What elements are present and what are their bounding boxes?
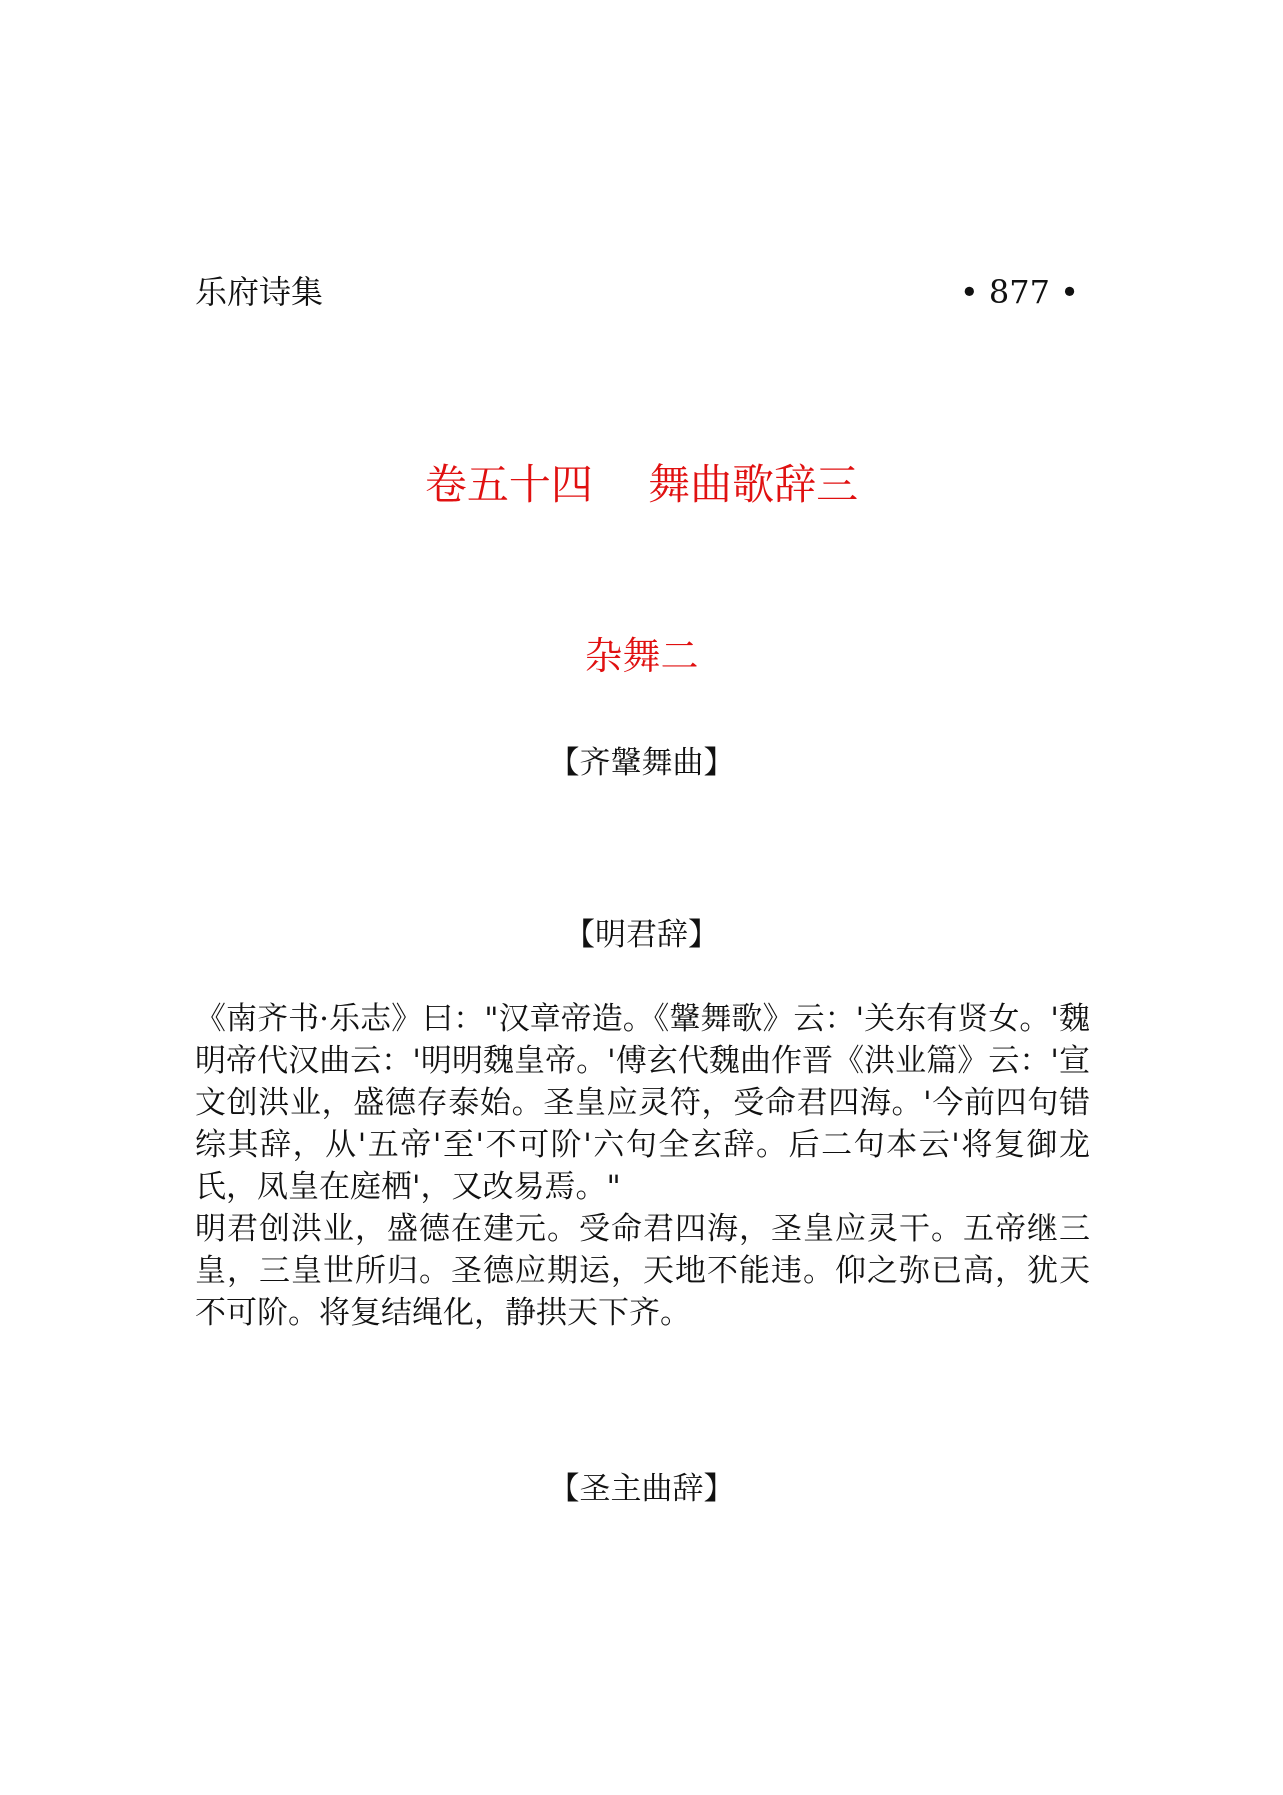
- intro-paragraph: 《南齐书·乐志》曰："汉章帝造。《鞶舞歌》云：'关东有贤女。'魏明帝代汉曲云：'明明魏皇帝。'傅玄代魏曲作晋《洪业篇》云：'宣文创洪业，盛德存泰始。圣皇应灵符，受命君四海。'今前四句错综其辞，从'五帝'至'不可阶'六句全玄辞。后二句本云'将复御龙氏，凤皇在庭栖'，又改易焉。": [195, 1001, 1090, 1205]
- page-number: • 877 •: [959, 273, 1079, 311]
- poem-paragraph: 明君创洪业，盛德在建元。受命君四海，圣皇应灵干。五帝继三皇，三皇世所归。圣德应期运，天地不能违。仰之弥已高，犹天不可阶。将复结绳化，静拱天下齐。: [195, 1211, 1090, 1331]
- section-title: 杂舞二: [584, 634, 699, 678]
- book-title: 乐府诗集: [195, 273, 324, 311]
- body-text: [195, 998, 1090, 1334]
- subheading-ming-jun-ci: 【明君辞】: [564, 917, 719, 953]
- subheading-sheng-zhu-qu-ci: 【圣主曲辞】: [548, 1471, 735, 1507]
- subheading-dance-suite: 【齐鞶舞曲】: [548, 745, 735, 781]
- chapter-title: 卷五十四 舞曲歌辞三: [424, 460, 859, 509]
